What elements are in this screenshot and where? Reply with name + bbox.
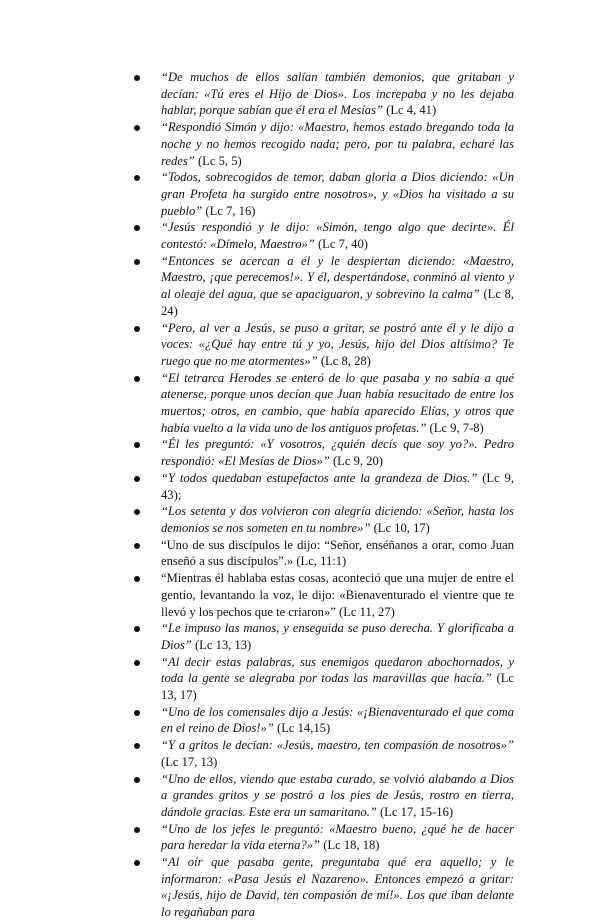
reference-text: (Lc 14,15) xyxy=(273,721,331,736)
list-item xyxy=(134,169,514,219)
bullet-icon xyxy=(134,860,140,866)
reference-text: (Lc 4, 41) xyxy=(383,103,437,118)
quote-text: “Respondió Simón y dijo: «Maestro, hemos estado bregando toda la noche y no hemos recogido nada; pero, por tu palabra, echaré las redes” xyxy=(161,120,514,168)
bullet-icon xyxy=(134,326,140,332)
bullet-icon xyxy=(134,660,140,666)
bullet-icon xyxy=(134,743,140,749)
bullet-icon xyxy=(134,543,140,549)
reference-text: (Lc 5, 5) xyxy=(194,153,242,168)
list-item xyxy=(134,570,514,620)
reference-text: (Lc 13, 13) xyxy=(191,637,252,652)
bullet-icon xyxy=(134,259,140,265)
list-item xyxy=(134,503,514,536)
reference-text: (Lc 7, 16) xyxy=(202,203,256,218)
quote-text: “De muchos de ellos salían también demonios, que gritaban y decían: «Tú eres el Hijo de Dios». Los increpaba y no les dejaba hablar, porque sabían que él era el Mesías” xyxy=(161,70,514,118)
reference-text: “Uno de sus discípulos le dijo: “Señor, enséñanos a orar, como Juan enseñó a sus discípulos”.» (Lc, 11:1) xyxy=(161,537,514,569)
reference-text: “Mientras él hablaba estas cosas, aconteció que una mujer de entre el gentío, levantando la voz, le dijo: «Bienaventurado el vientre que te llevó y los pechos que te criaron»” (Lc 11, 27) xyxy=(161,571,514,619)
quote-text: “Todos, sobrecogidos de temor, daban gloria a Dios diciendo: «Un gran Profeta ha surgido entre nosotros», y «Dios ha visitado a su pueblo” xyxy=(161,170,514,218)
bullet-icon xyxy=(134,225,140,231)
reference-text: (Lc 8, 28) xyxy=(317,353,371,368)
quote-text: “Pero, al ver a Jesús, se puso a gritar, se postró ante él y le dijo a voces: «¿Qué hay entre tú y yo, Jesús, hijo del Dios altísimo? Te ruego que no me atormentes»” xyxy=(161,320,514,368)
reference-text: (Lc 9, 7-8) xyxy=(426,420,484,435)
quote-text: “Él les preguntó: «Y vosotros, ¿quién decís que soy yo?». Pedro respondió: «El Mesías de Dios»” xyxy=(161,437,514,469)
quote-text: “Entonces se acercan a él y le despiertan diciendo: «Maestro, Maestro, ¡que perecemos!». Y él, despertándose, conminó al viento y al oleaje del agua, que se apaciguaron, y sobrevino la calma” xyxy=(161,253,514,302)
list-item xyxy=(134,219,514,252)
reference-text: (Lc 9, 20) xyxy=(329,454,383,469)
bullet-icon xyxy=(134,777,140,783)
list-item xyxy=(134,704,514,737)
bullet-icon xyxy=(134,125,140,131)
reference-text: (Lc 17, 13) xyxy=(161,754,218,769)
bullet-icon xyxy=(134,175,140,181)
quote-text: “Los setenta y dos volvieron con alegría diciendo: «Señor, hasta los demonios se nos someten en tu nombre»” xyxy=(161,504,514,535)
list-item xyxy=(134,854,514,921)
quote-text: “Al decir estas palabras, sus enemigos quedaron abochornados, y toda la gente se alegraba por todas las maravillas que hacía.” xyxy=(161,654,514,686)
list-item xyxy=(134,470,514,503)
quote-text: “Al oír que pasaba gente, preguntaba qué era aquello; y le informaron: «Pasa Jesús el Nazareno». Entonces empezó a gritar: «¡Jesús, hijo de David, ten compasión de mí!». Los que iban delante lo regañaban para xyxy=(161,855,514,920)
quote-text: “Jesús respondió y le dijo: «Simón, tengo algo que decirte». Él contestó: «Dímelo, Maestro»” xyxy=(161,220,514,252)
bullet-icon xyxy=(134,75,140,81)
quote-list xyxy=(134,69,514,921)
list-item xyxy=(134,69,514,119)
quote-text: “El tetrarca Herodes se enteró de lo que pasaba y no sabía a qué atenerse, porque unos decían que Juan había resucitado de entre los muertos; otros, en cambio, que había aparecido Elías, y otros que había vuelto a la vida uno de los antiguos profetas.” xyxy=(161,370,514,435)
bullet-icon xyxy=(134,509,140,515)
list-item xyxy=(134,771,514,821)
bullet-icon xyxy=(134,376,140,382)
list-item xyxy=(134,370,514,437)
bullet-icon xyxy=(134,442,140,448)
bullet-icon xyxy=(134,576,140,582)
quote-text: “Uno de los comensales dijo a Jesús: «¡Bienaventurado el que coma en el reino de Dios!»” xyxy=(161,704,514,736)
quote-text: “Y a gritos le decían: «Jesús, maestro, ten compasión de nosotros»” xyxy=(161,738,514,753)
list-item xyxy=(134,737,514,770)
bullet-icon xyxy=(134,626,140,632)
list-item xyxy=(134,654,514,704)
list-item xyxy=(134,537,514,570)
bullet-icon xyxy=(134,827,140,833)
quote-text: “Le impuso las manos, y enseguida se puso derecha. Y glorificaba a Dios” xyxy=(161,621,514,652)
bullet-icon xyxy=(134,710,140,716)
reference-text: (Lc 10, 17) xyxy=(370,520,430,535)
reference-text: (Lc 17, 15-16) xyxy=(376,804,454,819)
list-item xyxy=(134,436,514,469)
list-item xyxy=(134,320,514,370)
reference-text: (Lc 18, 18) xyxy=(320,838,380,853)
reference-text: (Lc 7, 40) xyxy=(314,237,368,252)
quote-text: “Uno de los jefes le preguntó: «Maestro bueno, ¿qué he de hacer para heredar la vida eterna?»” xyxy=(161,821,514,853)
bullet-icon xyxy=(134,476,140,482)
reference-text: (Lc 9, 43); xyxy=(161,470,514,502)
list-item xyxy=(134,119,514,169)
quote-text: “Y todos quedaban estupefactos ante la grandeza de Dios.” xyxy=(161,470,478,485)
reference-text: (Lc 8, 24) xyxy=(161,287,514,318)
list-item xyxy=(134,253,514,320)
list-item xyxy=(134,821,514,854)
reference-text: (Lc 13, 17) xyxy=(161,671,515,703)
list-item xyxy=(134,620,514,653)
quote-text: “Uno de ellos, viendo que estaba curado, se volvió alabando a Dios a grandes gritos y se postró a los pies de Jesús, rostro en tierra, dándole gracias. Este era un samaritano.” xyxy=(161,771,514,819)
